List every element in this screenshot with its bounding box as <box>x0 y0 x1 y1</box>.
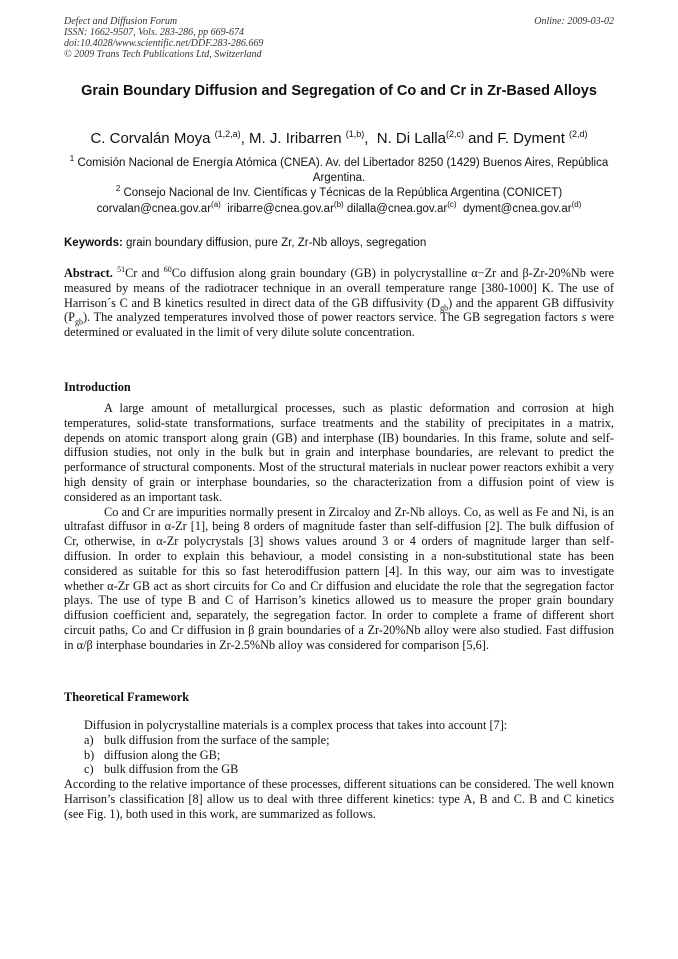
paragraph: Diffusion in polycrystalline materials is a complex process that takes into account [7]: <box>84 718 508 732</box>
affiliation-number: 2 <box>115 184 121 194</box>
doi-line: doi:10.4028/www.scientific.net/DDF.283-286.669 <box>64 38 264 49</box>
keywords <box>64 236 614 250</box>
list-marker: c) <box>84 762 94 777</box>
online-date: Online: 2009-03-02 <box>534 16 614 27</box>
list-item <box>64 733 614 748</box>
email-address: corvalan@cnea.gov.ar <box>96 203 212 215</box>
section-heading-theory: Theoretical Framework <box>64 690 190 704</box>
abstract-text: ) and the apparent GB diffusivity (P <box>64 295 614 325</box>
subscript-gb: gb <box>440 303 449 313</box>
list-item <box>64 748 614 763</box>
author-affil-mark: (1,b) <box>345 129 365 139</box>
isotope-cr: 51 <box>117 264 126 274</box>
author-name: C. Corvalán Moya <box>90 130 211 147</box>
email-address: iribarre@cnea.gov.ar <box>227 203 334 215</box>
subscript-gb: gb <box>74 317 83 327</box>
symbol-s: s <box>581 310 587 325</box>
paragraph: A large amount of metallurgical processes, such as plastic deformation and corrosion at high temperatures, solid-state transformations, surface treatments and the stability of precipitates in a matrix, depends on atomic transport along grain (GB) and interphase (IB) boundaries. In this frame, solute and self-diffusion studies, not only in the bulk but in grain and interphase boundaries, are relevant to predict the performance of structural components. Most of the structural materials in nuclear power reactors exhibit a very high density of grain or interphase boundaries, so the characterization from a diffusion point of view is considered as an important task. <box>64 401 614 504</box>
abstract <box>64 266 614 340</box>
affiliation-text: Comisión Nacional de Energía Atómica (CNEA). Av. del Libertador 8250 (1429) Buenos Aires, República Argentina. <box>77 157 609 184</box>
introduction-body <box>64 401 614 653</box>
affiliation-1 <box>64 156 614 185</box>
author-name: N. Di Lalla <box>376 130 446 147</box>
journal-name: Defect and Diffusion Forum <box>64 16 178 27</box>
paper-title: Grain Boundary Diffusion and Segregation of Co and Cr in Zr-Based Alloys <box>81 83 597 99</box>
isotope-co: 60 <box>163 264 172 274</box>
author-name: M. J. Iribarren <box>249 130 342 147</box>
affiliation-number: 1 <box>69 154 75 164</box>
author-and: and <box>468 130 494 147</box>
author-affil-mark: (2,d) <box>569 129 588 139</box>
email-mark: (d) <box>571 200 582 210</box>
abstract-text: Cr and <box>125 266 164 280</box>
email-address: dilalla@cnea.gov.ar <box>346 203 448 215</box>
list-text: diffusion along the GB; <box>104 747 221 762</box>
list-marker: b) <box>84 747 95 762</box>
list-text: bulk diffusion from the GB <box>104 762 239 777</box>
author-separator: , <box>240 130 245 147</box>
email-address: dyment@cnea.gov.ar <box>462 203 572 215</box>
keywords-text: grain boundary diffusion, pure Zr, Zr-Nb alloys, segregation <box>126 237 427 249</box>
email-list <box>64 202 614 216</box>
abstract-text: ). The analyzed temperatures involved those of power reactors service. The GB segregation factors <box>82 310 582 325</box>
author-separator: , <box>364 130 369 147</box>
paragraph: Co and Cr are impurities normally present in Zircaloy and Zr-Nb alloys. Co, as well as Fe and Ni, is an ultrafast diffusor in α-Zr [1], being 8 orders of magnitude faster than self-diffusion [2]. The bulk diffusion of Cr, otherwise, in α-Zr polycrystals [3] shows values around 3 or 4 orders of magnitude larger than self-diffusion. In order to explain this behaviour, a model consisting in a non-substitutional state has been considered as suitable for this so fast heterodiffusion pattern [4]. In this way, our aim was to investigate whether α-Zr GB act as short circuits for Co and Cr diffusion and elucidate the role that the segregation factor plays. The use of type B and C of Harrison’s kinetics allowed us to measure the proper grain boundary diffusion coefficient and, separately, the segregation factor. In order to complete a frame of different short circuit paths, Co and Cr diffusion in β grain boundaries of a Zr-20%Nb alloy were also studied. Fast diffusion in α/β interphase boundaries in Zr-2.5%Nb alloy was considered for comparison [5,6]. <box>64 504 614 652</box>
email-mark: (b) <box>333 200 344 210</box>
affiliation-text: Consejo Nacional de Inv. Científicas y Técnicas de la República Argentina (CONICET) <box>123 187 563 199</box>
abstract-label: Abstract. <box>64 266 113 280</box>
list-item <box>64 762 614 777</box>
affiliation-2 <box>64 186 614 201</box>
paragraph: According to the relative importance of these processes, different situations can be considered. The well known Harrison’s classification [8] allow us to deal with three different kinetics: type A, B and C. B and C kinetics (see Fig. 1), both used in this work, are summarized as follows. <box>64 777 614 821</box>
author-name: F. Dyment <box>497 130 565 147</box>
list-marker: a) <box>84 732 94 747</box>
email-mark: (c) <box>447 200 457 210</box>
journal-header <box>64 16 263 60</box>
process-list <box>64 733 614 777</box>
author-affil-mark: (1,2,a) <box>214 129 241 139</box>
issn-line: ISSN: 1662-9507, Vols. 283-286, pp 669-674 <box>64 27 244 38</box>
author-list <box>64 129 614 149</box>
theory-body <box>64 718 614 822</box>
author-affil-mark: (2,c) <box>445 129 464 139</box>
copyright-line: © 2009 Trans Tech Publications Ltd, Switzerland <box>64 49 262 60</box>
abstract-text: were determined or evaluated in the limit of very dilute solute concentration. <box>64 310 614 340</box>
abstract-text: Co diffusion along grain boundary (GB) in polycrystalline α−Zr and β-Zr-20%Nb were measured by means of the radiotracer technique in an overall temperature range [380-1000] K. The use of Harrison´s C and B kinetics resulted in direct data of the GB diffusivity (D <box>64 266 614 310</box>
keywords-label: Keywords: <box>64 237 123 249</box>
list-text: bulk diffusion from the surface of the sample; <box>104 732 330 747</box>
email-mark: (a) <box>211 200 221 210</box>
section-heading-introduction: Introduction <box>64 380 131 394</box>
